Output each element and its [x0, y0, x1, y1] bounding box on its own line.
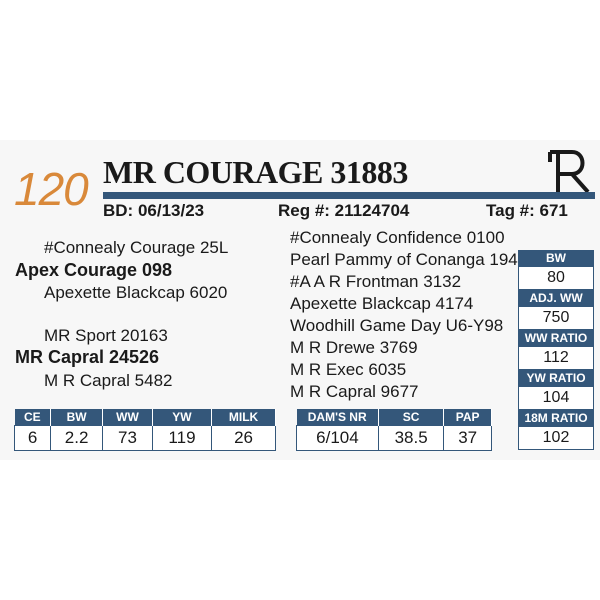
- adj-ww-label: ADJ. WW: [518, 290, 594, 307]
- dam-stats-header: PAP: [444, 409, 492, 426]
- dam-stats-value-row: [297, 426, 492, 451]
- dam-dam: M R Capral 5482: [44, 371, 173, 390]
- extended-pedigree-item: Woodhill Game Day U6-Y98: [290, 316, 504, 335]
- ww-ratio-value: 112: [518, 347, 594, 370]
- adj-ww-value: 750: [518, 307, 594, 330]
- dam-stats-header: SC: [378, 409, 443, 426]
- epd-value: 119: [152, 426, 211, 451]
- extended-pedigree-item: #A A R Frontman 3132: [290, 272, 462, 291]
- extended-pedigree-item: #Connealy Confidence 0100: [290, 228, 505, 247]
- epd-header: WW: [103, 409, 153, 426]
- bw-label: BW: [518, 250, 594, 267]
- epd-value-row: [15, 426, 276, 451]
- epd-value: 73: [103, 426, 153, 451]
- dam-stats-table: [296, 409, 492, 451]
- header-rule: [103, 192, 595, 199]
- extended-pedigree-item: M R Drewe 3769: [290, 338, 418, 357]
- sire: Apex Courage 098: [15, 260, 173, 280]
- 18m-ratio-label: 18M RATIO: [518, 410, 594, 427]
- tag-number: Tag #: 671: [486, 201, 568, 220]
- dam-stats-value: 6/104: [297, 426, 379, 451]
- dam-stats-header-row: [297, 409, 492, 426]
- dam-stats-header: DAM'S NR: [297, 409, 379, 426]
- epd-value: 6: [15, 426, 51, 451]
- ww-ratio-label: WW RATIO: [518, 330, 594, 347]
- extended-pedigree-item: Pearl Pammy of Conanga 194: [290, 250, 518, 269]
- r-brand-logo-icon: [548, 148, 594, 194]
- epd-header: CE: [15, 409, 51, 426]
- extended-pedigree-item: M R Capral 9677: [290, 382, 419, 401]
- sire-dam: Apexette Blackcap 6020: [44, 283, 228, 302]
- registration-number: Reg #: 21124704: [278, 201, 410, 220]
- extended-pedigree-item: Apexette Blackcap 4174: [290, 294, 474, 313]
- 18m-ratio-value: 102: [518, 427, 594, 450]
- dam-stats-value: 37: [444, 426, 492, 451]
- animal-name: MR COURAGE 31883: [103, 154, 408, 190]
- dam: MR Capral 24526: [15, 347, 160, 367]
- epd-header-row: [15, 409, 276, 426]
- epd-value: 26: [212, 426, 276, 451]
- epd-table: [14, 409, 276, 451]
- yw-ratio-value: 104: [518, 387, 594, 410]
- birth-date: BD: 06/13/23: [103, 201, 205, 220]
- dam-stats-value: 38.5: [378, 426, 443, 451]
- dam-sire: MR Sport 20163: [44, 326, 168, 345]
- bw-value: 80: [518, 267, 594, 290]
- yw-ratio-label: YW RATIO: [518, 370, 594, 387]
- sire-sire: #Connealy Courage 25L: [44, 238, 229, 257]
- epd-header: BW: [51, 409, 103, 426]
- epd-value: 2.2: [51, 426, 103, 451]
- epd-header: MILK: [212, 409, 276, 426]
- lot-number: 120: [14, 163, 88, 215]
- extended-pedigree-item: M R Exec 6035: [290, 360, 407, 379]
- epd-header: YW: [152, 409, 211, 426]
